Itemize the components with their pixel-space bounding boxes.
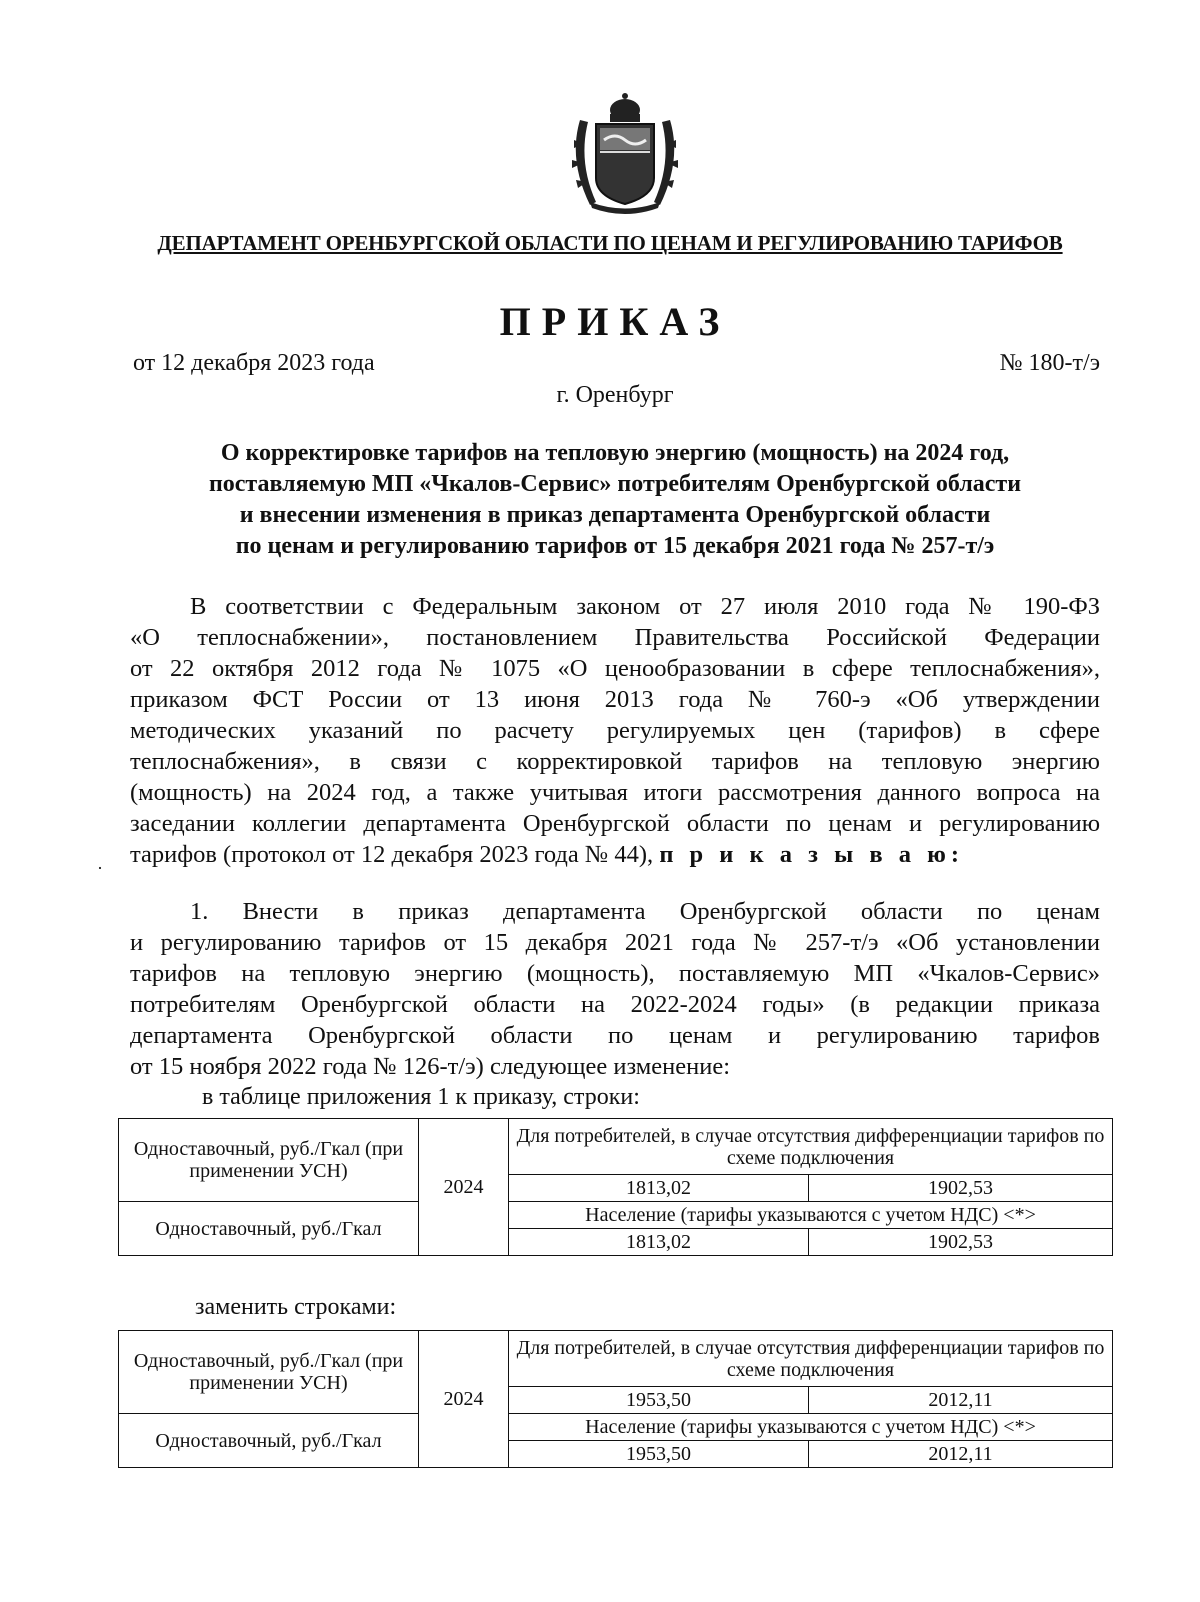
preamble-line: от 22 октября 2012 года № 1075 «О ценообразовании в сфере теплоснабжения», (130, 655, 1100, 682)
old-tariff-table (118, 1118, 1113, 1256)
scan-mark: · (97, 858, 103, 878)
item-line: и регулированию тарифов от 15 декабря 2021 года № 257-т/э «Об установлении (130, 929, 1100, 956)
preamble-line: заседании коллегии департамента Оренбургской области по ценам и регулированию (130, 810, 1100, 837)
coat-of-arms-icon (560, 90, 690, 215)
population-header: Население (тарифы указываются с учетом НДС) <*> (509, 1202, 1113, 1229)
item-line: от 15 ноября 2022 года № 126-т/э) следующее изменение: (130, 1053, 731, 1080)
table-intro: в таблице приложения 1 к приказу, строки: (202, 1084, 640, 1110)
order-city: г. Оренбург (556, 382, 674, 408)
year-cell: 2024 (419, 1119, 509, 1256)
order-number: № 180-т/э (999, 350, 1100, 376)
order-date: от 12 декабря 2023 года (133, 350, 375, 376)
row-label-usn: Одноставочный, руб./Гкал (при применении УСН) (119, 1119, 419, 1202)
preamble-line: теплоснабжения», в связи с корректировкой тарифов на тепловую энергию (130, 748, 1100, 775)
heading-line: О корректировке тарифов на тепловую энергию (мощность) на 2024 год, (220, 440, 1010, 466)
preamble-line: «О теплоснабжении», постановлением Правительства Российской Федерации (130, 624, 1100, 651)
heading-line: поставляемую МП «Чкалов-Сервис» потребителям Оренбургской области (208, 471, 1022, 497)
year-cell: 2024 (419, 1331, 509, 1468)
item-line: департамента Оренбургской области по ценам и регулированию тарифов (130, 1022, 1100, 1049)
replace-label: заменить строками: (195, 1294, 397, 1320)
consumer-group-header: Для потребителей, в случае отсутствия дифференциации тарифов по схеме подключения (509, 1331, 1113, 1387)
heading-line: по ценам и регулированию тарифов от 15 декабря 2021 года № 257-т/э (235, 533, 995, 559)
row-label: Одноставочный, руб./Гкал (119, 1202, 419, 1256)
consumer-group-header: Для потребителей, в случае отсутствия дифференциации тарифов по схеме подключения (509, 1119, 1113, 1175)
order-word: п р и к а з ы в а ю: (659, 841, 964, 868)
item-line: потребителям Оренбургской области на 2022-2024 годы» (в редакции приказа (130, 991, 1100, 1018)
preamble-line: методических указаний по расчету регулируемых цен (тарифов) в сфере (130, 717, 1100, 744)
item-line: 1. Внести в приказ департамента Оренбургской области по ценам (190, 898, 1100, 925)
preamble-line: В соответствии с Федеральным законом от 27 июля 2010 года № 190-ФЗ (190, 593, 1100, 620)
preamble-line: приказом ФСТ России от 13 июня 2013 года № 760-э «Об утверждении (130, 686, 1100, 713)
item-line: тарифов на тепловую энергию (мощность), поставляемую МП «Чкалов-Сервис» (130, 960, 1100, 987)
document-type-title: ПРИКАЗ (499, 299, 731, 344)
tariff-value: 2012,11 (809, 1387, 1113, 1414)
department-name: ДЕПАРТАМЕНТ ОРЕНБУРГСКОЙ ОБЛАСТИ ПО ЦЕНАМ И РЕГУЛИРОВАНИЮ ТАРИФОВ (157, 231, 1063, 255)
tariff-value: 1902,53 (809, 1229, 1113, 1256)
preamble-line: тарифов (протокол от 12 декабря 2023 года № 44), (130, 841, 654, 868)
row-label-usn: Одноставочный, руб./Гкал (при применении УСН) (119, 1331, 419, 1414)
new-tariff-table (118, 1330, 1113, 1468)
tariff-value: 1813,02 (509, 1229, 809, 1256)
item-1-paragraph (130, 896, 1100, 1082)
tariff-value: 1902,53 (809, 1175, 1113, 1202)
row-label: Одноставочный, руб./Гкал (119, 1414, 419, 1468)
preamble-paragraph (130, 591, 1100, 870)
tariff-value: 1953,50 (509, 1441, 809, 1468)
tariff-value: 2012,11 (809, 1441, 1113, 1468)
tariff-value: 1813,02 (509, 1175, 809, 1202)
preamble-line: (мощность) на 2024 год, а также учитывая итоги рассмотрения данного вопроса на (130, 779, 1100, 806)
order-heading (130, 438, 1100, 562)
heading-line: и внесении изменения в приказ департамента Оренбургской области (239, 502, 991, 528)
population-header: Население (тарифы указываются с учетом НДС) <*> (509, 1414, 1113, 1441)
tariff-value: 1953,50 (509, 1387, 809, 1414)
